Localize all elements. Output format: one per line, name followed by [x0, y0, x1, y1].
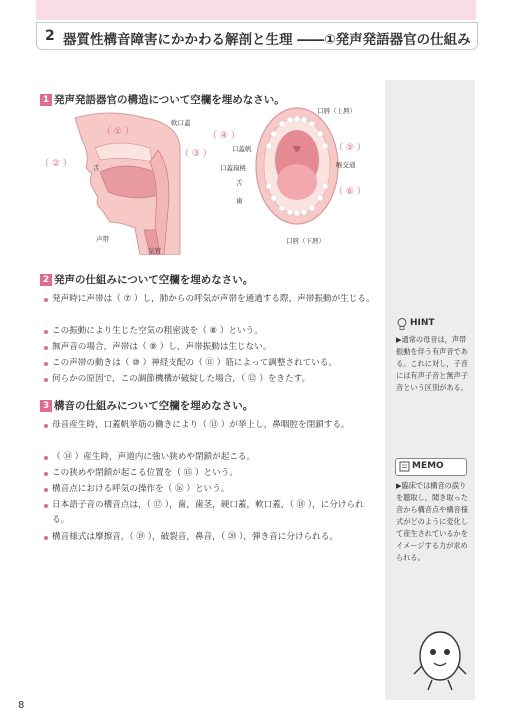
blank-2[interactable]: （ ② ）	[40, 159, 72, 169]
list-item: 発声時に声帯は（ ⑦ ）し，肺からの呼気が声帯を通過する際，声帯振動が生じる。	[52, 292, 377, 307]
notepad-icon	[399, 461, 410, 472]
list-item: 何らかの原因で，この調節機構が破綻した場合，（ ⑫ ）をきたす。	[52, 372, 377, 387]
section1-title	[40, 92, 285, 107]
list-item: 日本語子音の構音点は，（ ⑰ ），歯，歯茎，硬口蓋，軟口蓋，（ ⑱ ），に分けられる。	[52, 498, 377, 528]
memo-title: MEMO	[412, 461, 444, 471]
lightbulb-icon	[395, 317, 409, 331]
blank-3[interactable]: （ ③ ）	[180, 149, 212, 159]
list-item: 構音点における呼気の操作を（ ⑯ ）という。	[52, 482, 377, 497]
section2-number: 2	[40, 274, 52, 286]
header-band	[36, 0, 476, 20]
label-tongue-right: 舌	[236, 179, 243, 187]
section1-title-text: 発声発語器官の構造について空欄を埋めなさい。	[54, 94, 285, 106]
label-palatal-arch: 口蓋帆	[232, 145, 252, 153]
blank-6[interactable]: （ ⑥ ）	[334, 187, 366, 197]
section1-number: 1	[40, 94, 52, 106]
label-vocal-cords: 声帯	[96, 235, 109, 243]
section3-number: 3	[40, 400, 52, 412]
label-trachea: 気管	[148, 247, 161, 255]
memo-body: ▶臨床では構音の誤りを聴取し，聞き取った音から構音点や構音様式がどのように変化して産生されているかをイメージする力が求められる。	[396, 481, 468, 562]
label-palatal-tonsil: 口蓋扁桃	[220, 164, 246, 172]
section2-title-text: 発声の仕組みについて空欄を埋めなさい。	[54, 274, 254, 286]
chapter-number: 2	[45, 28, 55, 44]
label-isthmus: 喉交通	[336, 161, 356, 169]
list-item: この狭めや閉鎖が起こる位置を（ ⑮ ）という。	[52, 466, 377, 481]
list-item: この振動により生じた空気の粗密波を（ ⑧ ）という。	[52, 324, 377, 339]
list-item: 無声音の場合，声帯は（ ⑨ ）し，声帯振動は生じない。	[52, 340, 377, 355]
blank-1[interactable]: （ ① ）	[102, 127, 134, 137]
list-item: 構音様式は摩擦音，（ ⑲ ），破裂音，鼻音，（ ⑳ ），弾き音に分けられる。	[52, 530, 377, 545]
label-tongue: 舌	[93, 164, 100, 172]
page-number: 8	[18, 700, 25, 711]
label-teeth: 歯	[236, 197, 243, 205]
egg-mascot-icon	[410, 626, 470, 694]
label-soft-palate: 軟口蓋	[171, 119, 191, 127]
oral-cavity-diagram	[252, 102, 342, 230]
list-item: この声帯の動きは（ ⑩ ）神経支配の（ ⑪ ）筋によって調整されている。	[52, 356, 377, 371]
list-item: 母音産生時，口蓋帆挙筋の働きにより（ ⑬ ）が挙上し，鼻咽腔を閉鎖する。	[52, 418, 377, 433]
label-lower-lip: 口唇（下唇）	[286, 237, 325, 245]
hint-body: ▶通常の母音は，声帯振動を伴う有声音である。これに対し，子音には有声子音と無声子音という区別がある。	[396, 335, 468, 392]
section3-title-text: 構音の仕組みについて空欄を埋めなさい。	[54, 400, 254, 412]
list-item: （ ⑭ ）産生時，声道内に強い狭めや閉鎖が起こる。	[52, 450, 377, 465]
blank-4[interactable]: （ ④ ）	[208, 131, 240, 141]
hint-title: HINT	[410, 318, 435, 328]
section3-title	[40, 398, 253, 413]
label-upper-lip: 口唇（上唇）	[317, 107, 356, 115]
section2-title	[40, 272, 253, 287]
page-title: 器質性構音障害にかかわる解剖と生理 ――①発声発語器官の仕組み	[63, 32, 471, 48]
blank-5[interactable]: （ ⑤ ）	[334, 143, 366, 153]
